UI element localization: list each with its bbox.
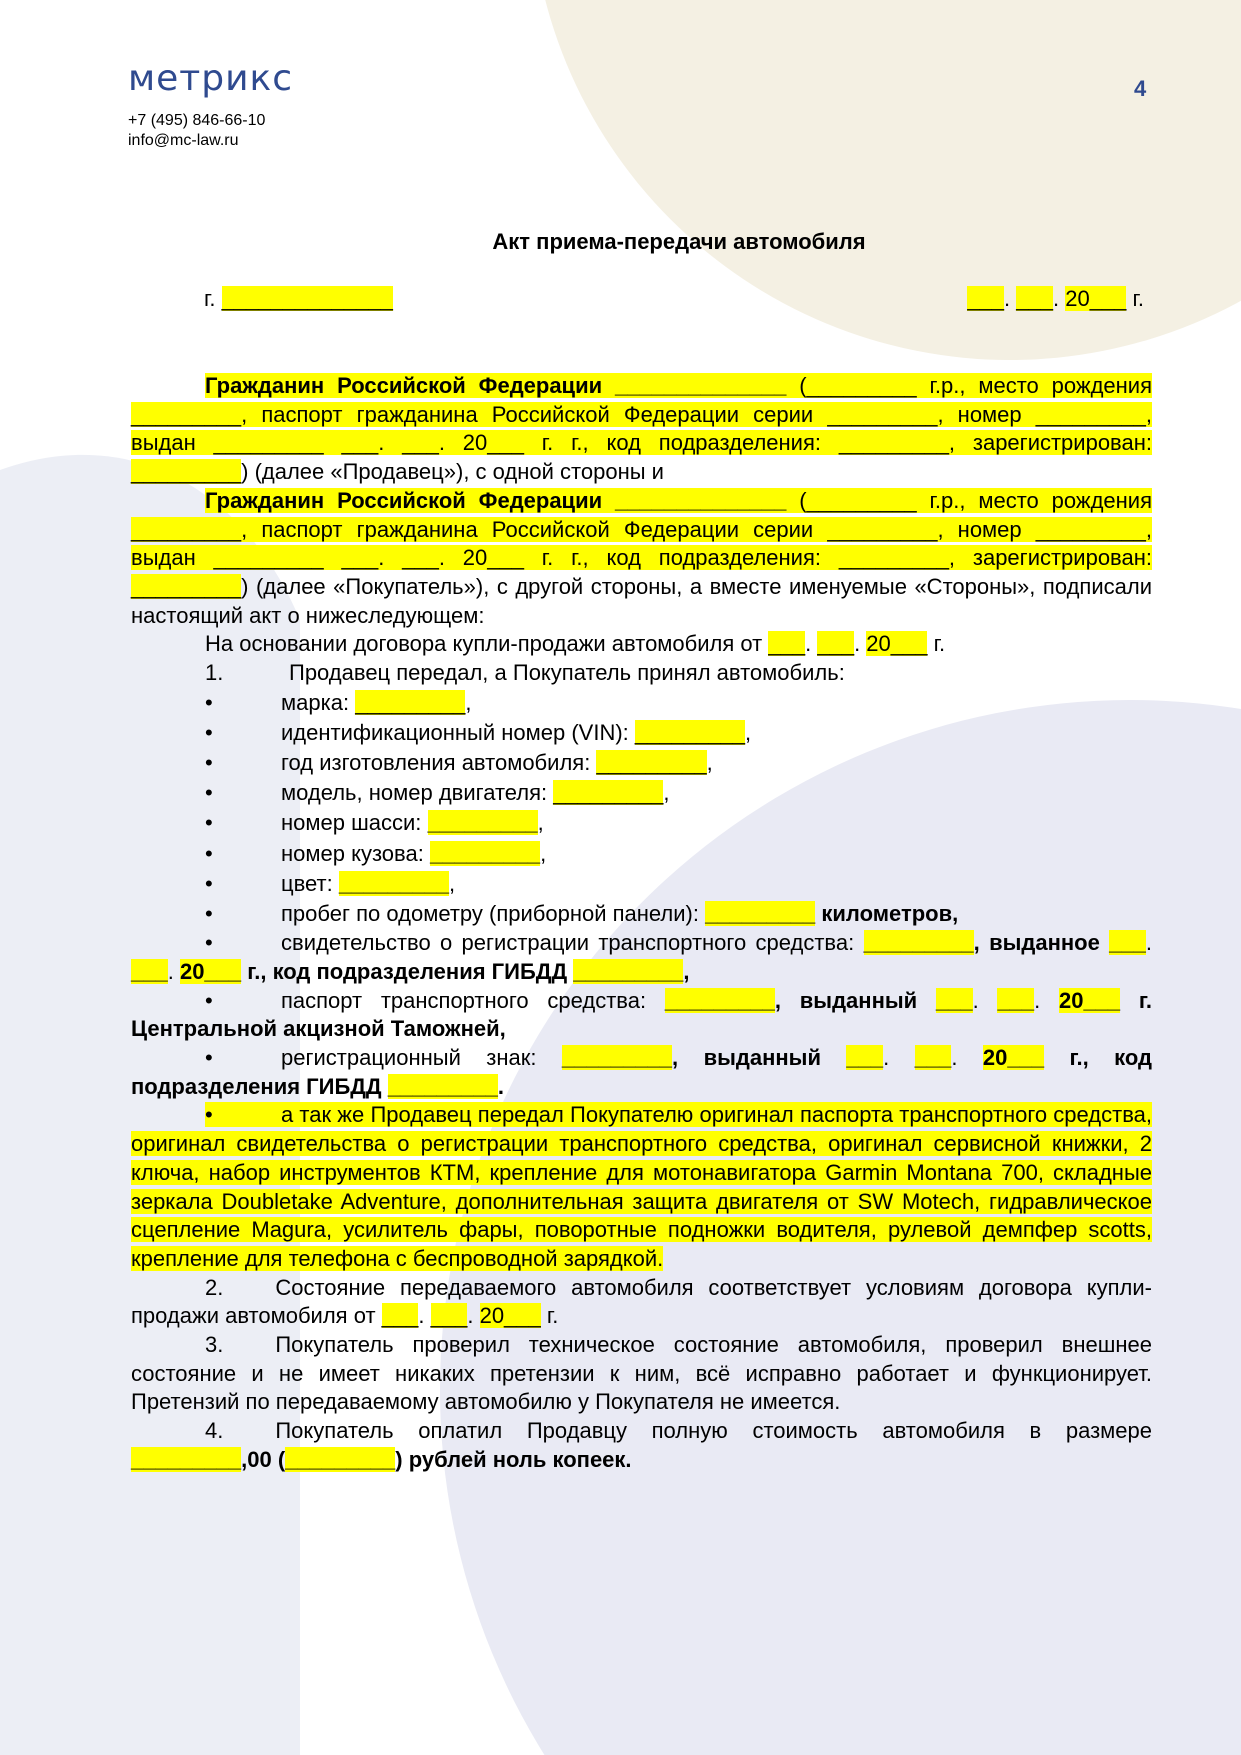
seller-role: ) (далее «Продавец»), с одной стороны и <box>241 459 664 485</box>
date-suffix: г. <box>1132 286 1144 311</box>
contact-email: info@mc-law.ru <box>128 132 239 149</box>
buyer-citizen-label: Гражданин Российской Федерации <box>205 487 603 513</box>
item-2: 2. Состояние передаваемого автомобиля соответствует условиям договора купли-продажи автомобиля от ___. ___. 20___ г. <box>131 1274 1152 1329</box>
buyer-details: (_________ г.р., место рождения _________, паспорт гражданина Российской Федерации серии _________, номер _________, выдан _________ ___. ___. 20___ г. г., код подразделения: _________, зарегистрирован: _________ <box>131 487 1152 599</box>
buyer-role: ) (далее «Покупатель»), с другой стороны, а вместе именуемые «Стороны», подписали настоящий акт о нижеследующем: <box>131 573 1152 628</box>
basis-line: На основании договора купли-продажи автомобиля от ___. ___. 20___ г. <box>205 631 946 657</box>
seller-details: (_________ г.р., место рождения _________, паспорт гражданина Российской Федерации серии _________, номер _________, выдан _________ ___. ___. 20___ г. г., код подразделения: _________, зарегистрирован: _________ <box>131 373 1152 485</box>
contact-phone: +7 (495) 846-66-10 <box>128 112 266 129</box>
bullet-chassis: • номер шасси: _________, <box>205 810 544 836</box>
city-blank: ______________ <box>221 286 393 311</box>
bullet-engine: • модель, номер двигателя: _________, <box>205 780 670 806</box>
buyer-name-blank: ______________ <box>615 487 787 513</box>
document-title: Акт приема-передачи автомобиля <box>492 229 866 254</box>
bullet-pts: • паспорт транспортного средства: _________, выданный ___. ___. 20___ г. Центральной акцизной Таможней, <box>131 987 1152 1042</box>
city-line <box>204 286 393 312</box>
bullet-extra-items: • а так же Продавец передал Покупателю оригинал паспорта транспортного средства, оригинал свидетельства о регистрации транспортного средства, оригинал сервисной книжки, 2 ключа, набор инструментов КТМ, крепление для мотонавигатора Garmin Montana 700, складные зеркала Doubletake Adventure, дополнительная защита двигателя от SW Motech, гидравлическое сцепление Magura, усилитель фары, поворотные подножки водителя, рулевой демпфер scotts, крепление для телефона с беспроводной зарядкой. <box>131 1102 1152 1271</box>
item-4: 4. Покупатель оплатил Продавцу полную стоимость автомобиля в размере _________,00 (_________) рублей ноль копеек. <box>131 1418 1152 1472</box>
date-line: ___. ___. 20___ г. <box>967 286 1144 311</box>
item-3: 3. Покупатель проверил техническое состояние автомобиля, проверил внешнее состояние и не имеет никаких претензии к ним, всё исправно работает и функционирует. Претензий по передаваемому автомобилю у Покупателя не имеется. <box>131 1332 1152 1415</box>
bullet-plate: • регистрационный знак: _________, выданный ___. ___. 20___ г., код подразделения ГИБДД _________. <box>131 1045 1152 1099</box>
item-1-number: 1. <box>205 660 224 686</box>
bullet-body: • номер кузова: _________, <box>205 840 547 866</box>
bullet-mileage: • пробег по одометру (приборной панели): _________ километров, <box>205 901 959 927</box>
city-prefix: г. <box>204 286 216 311</box>
document-body <box>131 372 1152 1475</box>
bullet-year: • год изготовления автомобиля: _________, <box>205 750 713 776</box>
seller-citizen-label: Гражданин Российской Федерации <box>205 373 603 398</box>
item-1 <box>131 659 1152 688</box>
seller-paragraph <box>131 372 1152 487</box>
bullet-certificate: • свидетельство о регистрации транспортного средства: _________, выданное ___. ___. 20___ г., код подразделения ГИБДД _________, <box>131 930 1152 984</box>
company-logo: метрикс <box>128 58 294 99</box>
date-year-blank: 20___ <box>1065 286 1127 311</box>
date-day-blank: ___ <box>967 286 1005 311</box>
bullet-color: • цвет: _________, <box>205 870 456 896</box>
seller-name-blank: ______________ <box>615 373 787 398</box>
item-1-text: Продавец передал, а Покупатель принял автомобиль: <box>289 660 845 686</box>
bullet-vin: • идентификационный номер (VIN): _________, <box>205 719 752 745</box>
page-number: 4 <box>1134 76 1147 101</box>
bullet-brand: • марка: _________, <box>205 689 472 715</box>
buyer-paragraph <box>131 487 1152 631</box>
date-month-blank: ___ <box>1016 286 1053 311</box>
